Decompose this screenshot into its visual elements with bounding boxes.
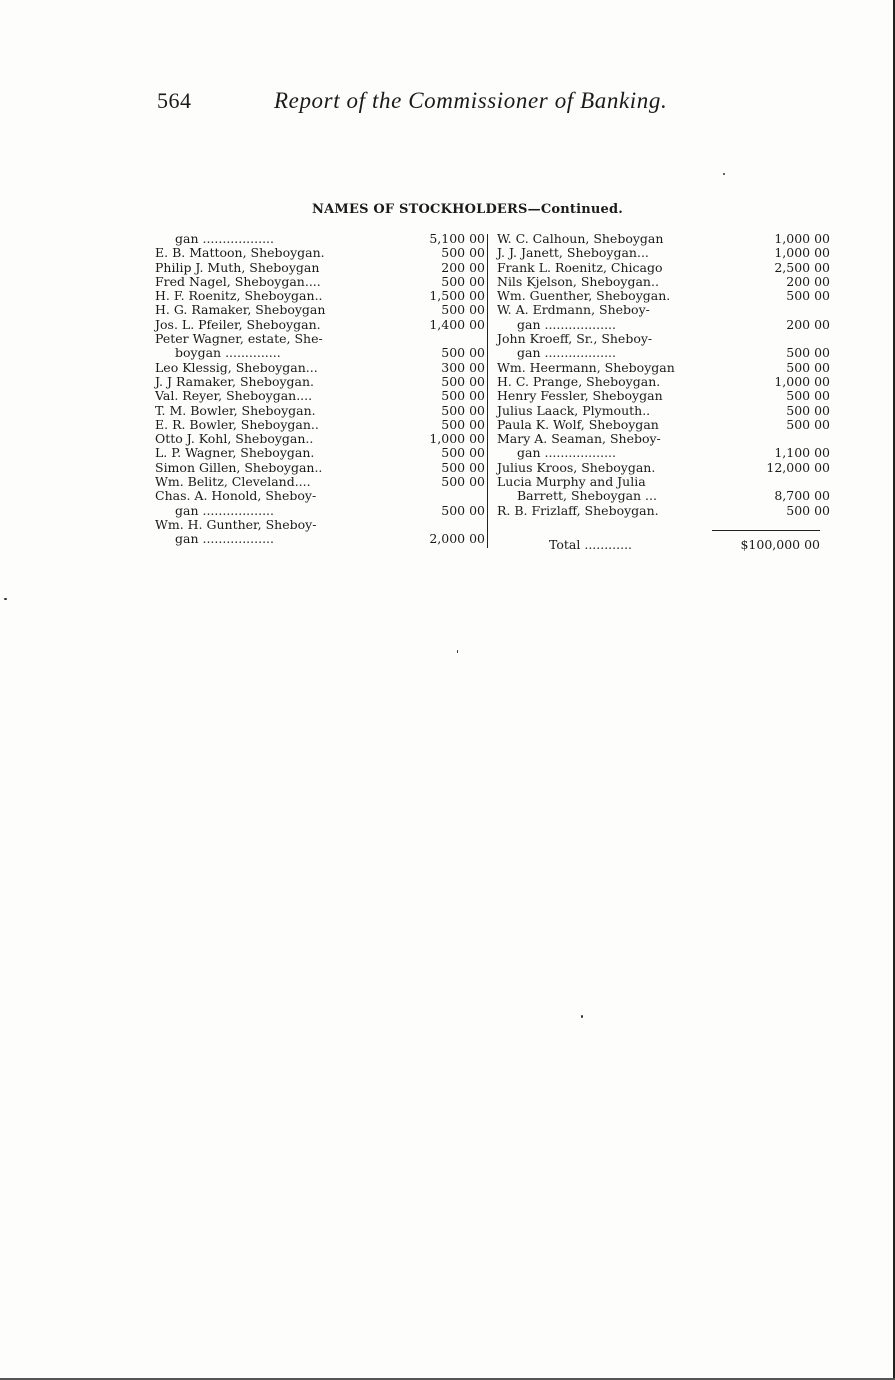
total-rule — [712, 530, 820, 531]
stockholder-name: boygan .............. — [175, 345, 281, 361]
stockholder-name: W. A. Erdmann, Sheboy- — [497, 302, 650, 318]
stockholder-row — [497, 346, 830, 360]
scan-speck — [4, 598, 7, 600]
stockholder-name: Henry Fessler, Sheboygan — [497, 388, 663, 404]
stockholder-name: gan .................. — [517, 345, 616, 361]
stockholder-amount: 8,700 00 — [774, 488, 830, 504]
section-heading: NAMES OF STOCKHOLDERS—Continued. — [312, 202, 624, 217]
stockholder-amount: 500 00 — [786, 402, 830, 418]
stockholder-row — [155, 532, 485, 546]
stockholder-row — [155, 261, 485, 275]
stockholder-name: Wm. Belitz, Cleveland.... — [155, 474, 311, 490]
stockholder-amount: 500 00 — [441, 416, 485, 432]
stockholder-row — [497, 375, 830, 389]
stockholder-row — [155, 303, 485, 317]
stockholder-row — [155, 361, 485, 375]
stockholder-row — [497, 303, 830, 317]
stockholder-name: Barrett, Sheboygan ... — [517, 488, 657, 504]
stockholder-row — [155, 432, 485, 446]
stockholder-row — [155, 446, 485, 460]
stockholder-name: Paula K. Wolf, Sheboygan — [497, 416, 659, 432]
stockholder-name: Chas. A. Honold, Sheboy- — [155, 488, 317, 504]
stockholder-row — [497, 275, 830, 289]
stockholder-name: R. B. Frizlaff, Sheboygan. — [497, 502, 659, 518]
stockholder-amount: 500 00 — [441, 459, 485, 475]
stockholder-amount: 200 00 — [786, 273, 830, 289]
stockholder-name: H. C. Prange, Sheboygan. — [497, 373, 661, 389]
stockholder-amount: 500 00 — [441, 474, 485, 490]
stockholder-amount: 500 00 — [786, 502, 830, 518]
stockholder-amount: 1,000 00 — [774, 373, 830, 389]
stockholder-amount: 5,100 00 — [429, 231, 485, 246]
stockholder-name: Otto J. Kohl, Sheboygan.. — [155, 431, 314, 447]
stockholder-row — [497, 418, 830, 432]
stockholder-row — [155, 418, 485, 432]
stockholder-name: Jos. L. Pfeiler, Sheboygan. — [155, 316, 321, 332]
stockholder-row — [155, 489, 485, 503]
stockholders-right-column — [497, 232, 830, 518]
total-value: $100,000 00 — [740, 537, 820, 552]
stockholder-amount: 200 00 — [786, 316, 830, 332]
stockholder-name: John Kroeff, Sr., Sheboy- — [497, 331, 653, 347]
stockholder-row — [155, 246, 485, 260]
stockholder-row — [155, 375, 485, 389]
page-number: 564 — [157, 88, 192, 113]
stockholder-row — [497, 404, 830, 418]
stockholder-amount: 200 00 — [441, 259, 485, 275]
stockholder-amount: 1,100 00 — [774, 445, 830, 461]
stockholder-amount: 500 00 — [441, 445, 485, 461]
stockholder-name: Wm. H. Gunther, Sheboy- — [155, 516, 317, 532]
stockholder-row — [155, 461, 485, 475]
stockholder-row — [155, 289, 485, 303]
stockholder-row — [497, 461, 830, 475]
stockholder-name: Val. Reyer, Sheboygan.... — [155, 388, 313, 404]
scan-speck — [457, 650, 458, 653]
stockholder-amount: 500 00 — [441, 245, 485, 261]
stockholder-amount: 500 00 — [441, 273, 485, 289]
stockholder-name: Mary A. Seaman, Sheboy- — [497, 431, 661, 447]
stockholder-amount: 300 00 — [441, 359, 485, 375]
stockholder-name: Wm. Guenther, Sheboygan. — [497, 288, 671, 304]
stockholder-name: Simon Gillen, Sheboygan.. — [155, 459, 323, 475]
stockholders-left-column — [155, 232, 485, 547]
stockholder-name: Julius Laack, Plymouth.. — [497, 402, 651, 418]
stockholder-amount: 500 00 — [441, 373, 485, 389]
stockholder-name: Lucia Murphy and Julia — [497, 474, 646, 490]
stockholder-row — [497, 289, 830, 303]
stockholder-amount: 2,000 00 — [429, 531, 485, 547]
stockholder-amount: 1,000 00 — [429, 431, 485, 447]
stockholder-amount: 500 00 — [441, 302, 485, 318]
stockholder-name: T. M. Bowler, Sheboygan. — [155, 402, 316, 418]
stockholder-row — [497, 475, 830, 489]
stockholder-amount: 500 00 — [441, 502, 485, 518]
stockholder-amount: 1,000 00 — [774, 231, 830, 246]
stockholder-name: Peter Wagner, estate, She- — [155, 331, 323, 347]
stockholder-name: gan .................. — [175, 502, 274, 518]
stockholder-amount: 500 00 — [786, 359, 830, 375]
stockholder-row — [497, 504, 830, 518]
stockholder-amount: 1,400 00 — [429, 316, 485, 332]
column-divider — [487, 234, 488, 548]
stockholder-amount: 500 00 — [786, 388, 830, 404]
stockholder-row — [155, 318, 485, 332]
stockholder-row — [155, 275, 485, 289]
stockholder-amount: 500 00 — [786, 288, 830, 304]
stockholder-name: Fred Nagel, Sheboygan.... — [155, 273, 321, 289]
stockholder-name: Philip J. Muth, Sheboygan — [155, 259, 320, 275]
stockholder-name: Wm. Heermann, Sheboygan — [497, 359, 675, 375]
stockholder-name: Nils Kjelson, Sheboygan.. — [497, 273, 659, 289]
scan-speck — [723, 173, 725, 175]
stockholder-amount: 1,000 00 — [774, 245, 830, 261]
stockholder-row — [497, 232, 830, 246]
running-title: Report of the Commissioner of Banking. — [274, 88, 668, 113]
stockholder-row — [497, 261, 830, 275]
stockholder-amount: 500 00 — [786, 416, 830, 432]
stockholder-name: J. J Ramaker, Sheboygan. — [155, 373, 315, 389]
stockholder-row — [497, 389, 830, 403]
stockholder-name: L. P. Wagner, Sheboygan. — [155, 445, 315, 461]
stockholder-name: gan .................. — [175, 531, 274, 547]
stockholder-name: H. G. Ramaker, Sheboygan — [155, 302, 326, 318]
stockholder-name: Julius Kroos, Sheboygan. — [497, 459, 656, 475]
stockholder-row — [155, 232, 485, 246]
scan-speck — [581, 1015, 583, 1018]
stockholder-name: gan .................. — [517, 316, 616, 332]
stockholder-row — [155, 475, 485, 489]
total-row — [549, 537, 820, 552]
stockholder-name: H. F. Roenitz, Sheboygan.. — [155, 288, 323, 304]
stockholder-row — [155, 346, 485, 360]
stockholder-row — [497, 489, 830, 503]
stockholder-amount: 500 00 — [786, 345, 830, 361]
stockholder-row — [497, 361, 830, 375]
stockholder-name: Leo Klessig, Sheboygan... — [155, 359, 318, 375]
stockholder-row — [155, 504, 485, 518]
stockholder-amount: 500 00 — [441, 345, 485, 361]
stockholder-row — [497, 332, 830, 346]
stockholder-name: W. C. Calhoun, Sheboygan — [497, 231, 664, 246]
stockholder-name: E. B. Mattoon, Sheboygan. — [155, 245, 325, 261]
stockholder-row — [497, 246, 830, 260]
stockholder-row — [155, 389, 485, 403]
stockholder-row — [497, 318, 830, 332]
stockholder-name: gan .................. — [517, 445, 616, 461]
stockholder-amount: 2,500 00 — [774, 259, 830, 275]
stockholder-amount: 500 00 — [441, 388, 485, 404]
stockholder-row — [155, 332, 485, 346]
total-label: Total ............ — [549, 537, 633, 552]
stockholder-row — [497, 446, 830, 460]
stockholder-amount: 500 00 — [441, 402, 485, 418]
stockholder-row — [497, 432, 830, 446]
stockholder-name: gan .................. — [175, 231, 274, 246]
stockholder-row — [155, 518, 485, 532]
stockholder-amount: 12,000 00 — [766, 459, 830, 475]
stockholder-amount: 1,500 00 — [429, 288, 485, 304]
stockholder-row — [155, 404, 485, 418]
stockholder-name: Frank L. Roenitz, Chicago — [497, 259, 663, 275]
stockholder-name: E. R. Bowler, Sheboygan.. — [155, 416, 319, 432]
stockholder-name: J. J. Janett, Sheboygan... — [497, 245, 649, 261]
